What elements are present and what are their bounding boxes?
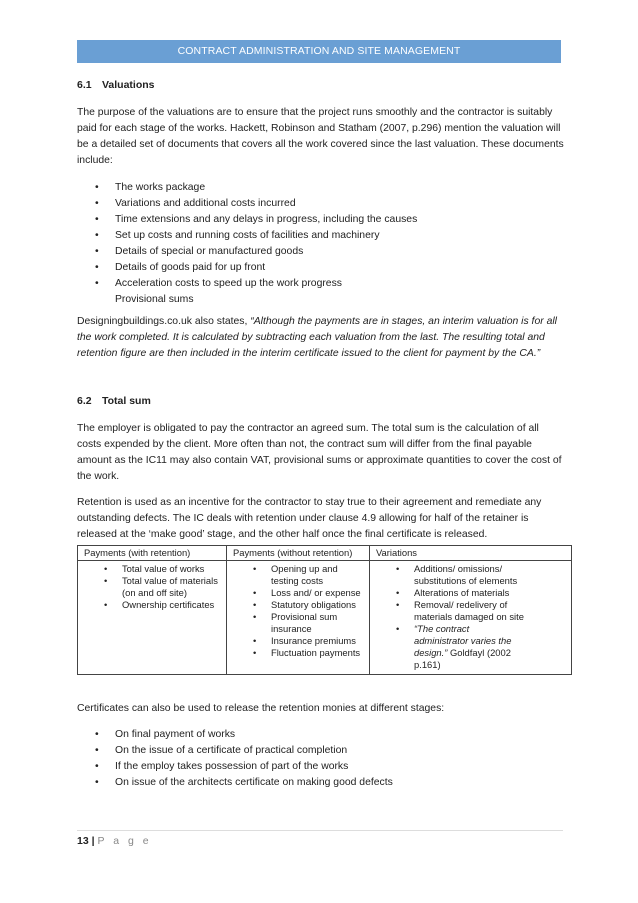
list-item: • Total value of works bbox=[104, 563, 205, 574]
list-item: • Opening up and testing costs bbox=[253, 563, 338, 586]
page-header: CONTRACT ADMINISTRATION AND SITE MANAGEMENT bbox=[77, 40, 561, 63]
total-sum-paragraph: The employer is obligated to pay the contractor an agreed sum. The total sum is the calculation of all costs expended by the client. More often than not, the contract sum will differ from the final payable amount as the IC11 may also contain VAT, provisional sums or approximate quantities to cover the cost of the work. bbox=[77, 423, 562, 482]
section-6-2-heading: 6.2 Total sum bbox=[77, 395, 151, 407]
list-item: • If the employ takes possession of part of the works bbox=[95, 761, 349, 772]
list-item: • Ownership certificates bbox=[104, 599, 215, 610]
valuations-intro: The purpose of the valuations are to ensure that the project runs smoothly and the contractor is suitably paid for each stage of the works. Hackett, Robinson and Statham (2007, p.296) mention the valuation will be a detailed set of documents that covers all the work covered since the last valuation. These documents include: bbox=[77, 107, 564, 166]
list-item: • Time extensions and any delays in progress, including the causes bbox=[95, 214, 418, 225]
list-item-continuation: Provisional sums bbox=[115, 294, 194, 305]
list-item: • Acceleration costs to speed up the work progress bbox=[95, 278, 342, 289]
certificates-list bbox=[77, 727, 564, 791]
list-item: • Set up costs and running costs of facilities and machinery bbox=[95, 230, 380, 241]
list-item: • Total value of materials (on and off site) bbox=[104, 575, 218, 598]
certificates-intro: Certificates can also be used to release the retention monies at different stages: bbox=[77, 703, 445, 714]
list-item: • Additions/ omissions/ substitutions of elements bbox=[396, 563, 518, 586]
table-row bbox=[78, 561, 572, 675]
page-footer bbox=[77, 830, 563, 847]
table-cell bbox=[78, 561, 227, 675]
page-content bbox=[77, 77, 564, 791]
list-item: • Provisional sum insurance bbox=[253, 611, 338, 634]
designingbuildings-quote: Designingbuildings.co.uk also states, “Although the payments are in stages, an interim valuation is for all the work completed. It is calculated by subtracting each valuation from the last. The resulting total and retention figure are then included in the interim certificate issued to the client for payment by the CA.” bbox=[77, 316, 557, 359]
list-item: • Loss and/ or expense bbox=[253, 587, 361, 598]
list-item: • The works package bbox=[95, 182, 206, 193]
list-item: • Details of special or manufactured goods bbox=[95, 246, 304, 257]
table-header-cell: Payments (with retention) bbox=[78, 546, 227, 561]
table-header-cell: Payments (without retention) bbox=[227, 546, 370, 561]
list-item: • Insurance premiums bbox=[253, 635, 356, 646]
valuation-documents-list bbox=[77, 180, 564, 308]
retention-paragraph: Retention is used as an incentive for the contractor to stay true to their agreement and remediate any outstanding defects. The IC deals with retention under clause 4.9 allowing for half of the retainer is released at the ‘make good’ stage, and the other half once the final certificate is released. bbox=[77, 497, 542, 540]
list-item: • Removal/ redelivery of materials damaged on site bbox=[396, 599, 524, 622]
page-label: P a g e bbox=[97, 835, 152, 847]
payments-table bbox=[77, 545, 572, 675]
list-item: • On the issue of a certificate of practical completion bbox=[95, 745, 348, 756]
list-item: • Fluctuation payments bbox=[253, 647, 361, 658]
list-item: • Variations and additional costs incurred bbox=[95, 198, 296, 209]
table-cell bbox=[370, 561, 572, 675]
footer-separator: | bbox=[91, 835, 95, 847]
list-item: • “The contract administrator varies the design.” Goldfayl (2002 p.161) bbox=[396, 623, 512, 670]
section-6-1-heading: 6.1 Valuations bbox=[77, 79, 155, 91]
list-item: • On issue of the architects certificate on making good defects bbox=[95, 777, 393, 788]
table-cell bbox=[227, 561, 370, 675]
list-item: • Statutory obligations bbox=[253, 599, 356, 610]
table-header-cell: Variations bbox=[370, 546, 572, 561]
table-header-row bbox=[78, 546, 572, 561]
list-item: • Details of goods paid for up front bbox=[95, 262, 266, 273]
list-item: • Alterations of materials bbox=[396, 587, 510, 598]
page-number: 13 bbox=[77, 835, 89, 847]
list-item: • On final payment of works bbox=[95, 729, 236, 740]
